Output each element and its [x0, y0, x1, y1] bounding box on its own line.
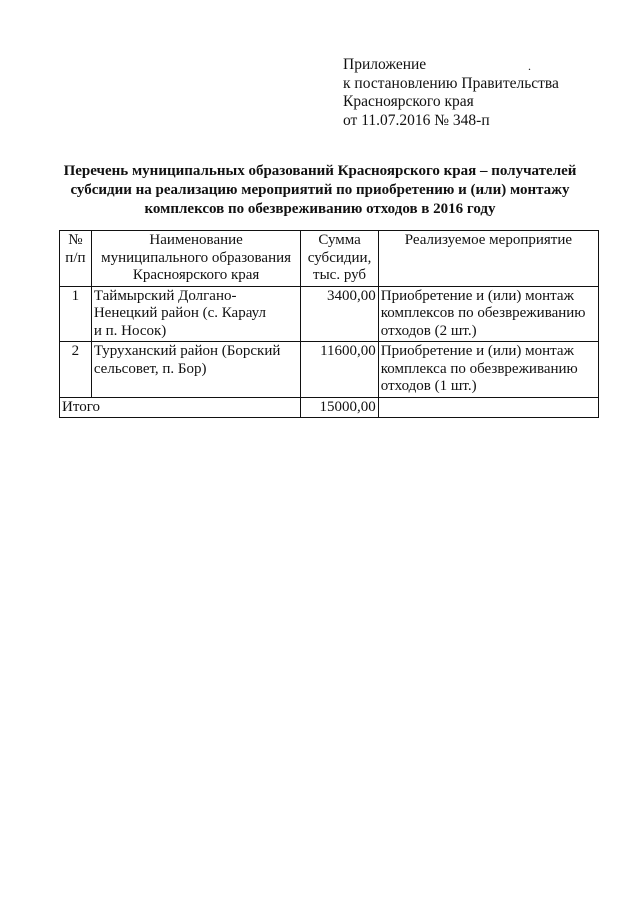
row-name-line: и п. Носок)	[93, 322, 167, 339]
row-activity	[378, 286, 598, 342]
title-line-1: Перечень муниципальных образований Красноярского края – получателей	[63, 163, 577, 179]
header-activity	[378, 231, 598, 287]
row-name	[91, 286, 300, 342]
header-sum-line: субсидии,	[307, 249, 372, 266]
header-name-line: Наименование	[149, 232, 243, 248]
recipients-table	[59, 230, 599, 418]
annex-region: Красноярского края	[343, 93, 474, 110]
row-name-line: Таймырский Долгано-	[93, 287, 237, 304]
table-total-row	[60, 397, 599, 418]
document-title	[40, 162, 600, 219]
row-name-line: Ненецкий район (с. Караул	[93, 305, 266, 321]
row-activity-line: Приобретение и (или) монтаж	[380, 343, 574, 359]
header-activity-line: Реализуемое мероприятие	[404, 232, 573, 248]
row-activity	[378, 342, 598, 398]
header-sum-line: тыс. руб	[313, 267, 367, 283]
table-row	[60, 286, 599, 342]
header-name	[91, 231, 300, 287]
title-line-2: субсидии на реализацию мероприятий по приобретению и (или) монтажу	[70, 182, 570, 198]
stray-mark: .	[528, 59, 531, 73]
header-number	[60, 231, 92, 287]
header-name-line: Красноярского края	[132, 267, 260, 283]
annex-block	[343, 56, 559, 130]
table-row	[60, 342, 599, 398]
row-activity-line: комплекса по обезвреживанию	[380, 360, 578, 377]
header-number-line: п/п	[65, 249, 86, 266]
row-name-line: сельсовет, п. Бор)	[93, 360, 207, 377]
row-sum: 3400,00	[301, 286, 378, 342]
row-activity-line: отходов (2 шт.)	[380, 322, 477, 339]
total-sum: 15000,00	[301, 397, 378, 418]
row-number: 2	[60, 342, 92, 398]
row-number: 1	[60, 286, 92, 342]
row-sum: 11600,00	[301, 342, 378, 398]
header-number-line: №	[68, 232, 83, 248]
total-label: Итого	[60, 397, 301, 418]
title-line-3: комплексов по обезвреживанию отходов в 2016 году	[144, 201, 496, 217]
header-sum	[301, 231, 378, 287]
row-activity-line: комплексов по обезвреживанию	[380, 305, 586, 321]
row-name	[91, 342, 300, 398]
total-empty-cell	[378, 397, 598, 418]
row-name-line: Туруханский район (Борский	[93, 343, 281, 359]
header-name-line: муниципального образования	[101, 249, 292, 266]
row-activity-line: Приобретение и (или) монтаж	[380, 287, 574, 304]
annex-reference: к постановлению Правительства	[343, 74, 559, 92]
table-header-row	[60, 231, 599, 287]
row-activity-line: отходов (1 шт.)	[380, 378, 477, 394]
header-sum-line: Сумма	[318, 232, 361, 248]
annex-date-number: от 11.07.2016 № 348-п	[343, 111, 490, 129]
annex-title: Приложение	[343, 56, 427, 73]
